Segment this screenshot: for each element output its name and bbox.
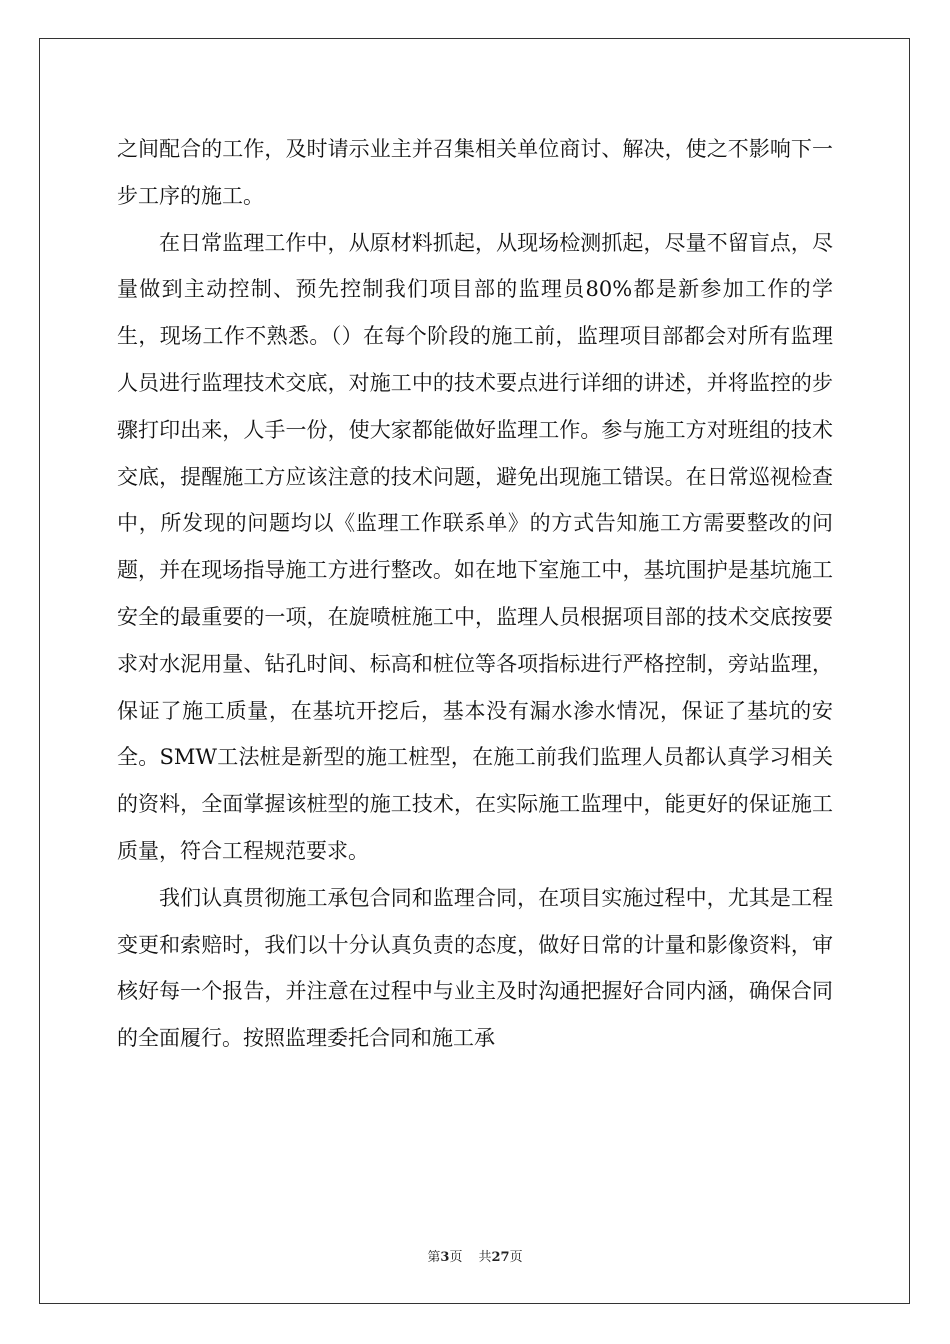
paragraph-1: 之间配合的工作，及时请示业主并召集相关单位商讨、解决，使之不影响下一步工序的施工。 — [117, 137, 833, 208]
page-suffix: 页 — [449, 1250, 463, 1265]
document-body — [117, 126, 833, 1062]
total-prefix: 共 — [478, 1250, 492, 1265]
page-number: 3 — [440, 1250, 450, 1265]
page-footer — [0, 1246, 950, 1265]
paragraph-3: 我们认真贯彻施工承包合同和监理合同，在项目实施过程中，尤其是工程变更和索赔时，我们以十分认真负责的态度，做好日常的计量和影像资料，审核好每一个报告，并注意在过程中与业主及时沟通把握好合同内涵，确保合同的全面履行。按照监理委托合同和施工承 — [117, 885, 833, 1051]
paragraph-2: 在日常监理工作中，从原材料抓起，从现场检测抓起，尽量不留盲点，尽量做到主动控制、预先控制我们项目部的监理员80%都是新参加工作的学生，现场工作不熟悉。（）在每个阶段的施工前，监理项目部都会对所有监理人员进行监理技术交底，对施工中的技术要点进行详细的讲述，并将监控的步骤打印出来，人手一份，使大家都能做好监理工作。参与施工方对班组的技术交底，提醒施工方应该注意的技术问题，避免出现施工错误。在日常巡视检查中，所发现的问题均以《监理工作联系单》的方式告知施工方需要整改的问题，并在现场指导施工方进行整改。如在地下室施工中，基坑围护是基坑施工安全的最重要的一项，在旋喷桩施工中，监理人员根据项目部的技术交底按要求对水泥用量、钻孔时间、标高和桩位等各项指标进行严格控制，旁站监理，保证了施工质量，在基坑开挖后，基本没有漏水渗水情况，保证了基坑的安全。SMW工法桩是新型的施工桩型，在施工前我们监理人员都认真学习相关的资料，全面掌握该桩型的施工技术，在实际施工监理中，能更好的保证施工质量，符合工程规范要求。 — [117, 230, 833, 863]
total-suffix: 页 — [509, 1250, 523, 1265]
page-prefix: 第 — [427, 1250, 441, 1265]
total-pages: 27 — [491, 1250, 510, 1265]
